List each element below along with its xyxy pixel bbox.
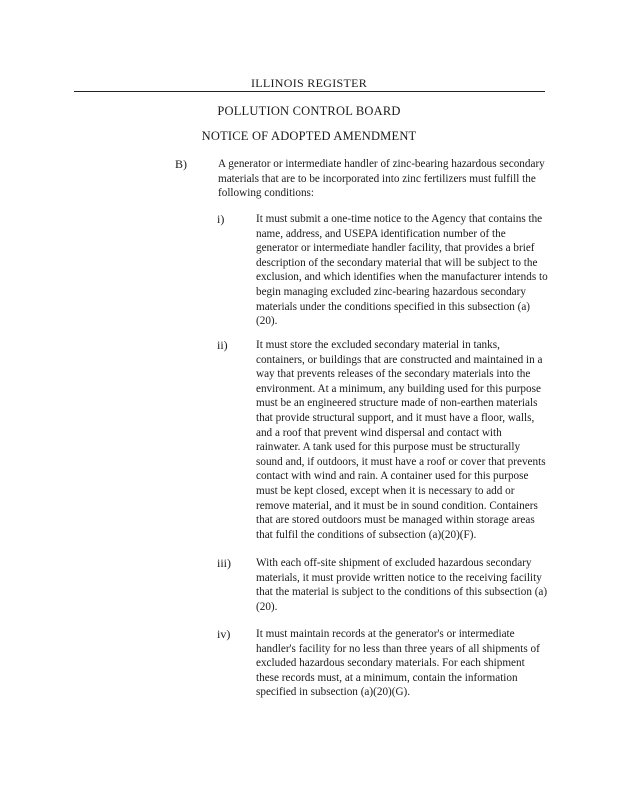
paragraph-label-iv: iv) bbox=[217, 627, 231, 641]
paragraph-label-i: i) bbox=[217, 212, 225, 226]
paragraph-text-iv: It must maintain records at the generator's or intermediate handler's facility for no less than three years of all shipments of excluded hazardous secondary materials. For each shipment these records must, at a minimum, contain the information specified in subsection (a)(20)(G). bbox=[256, 628, 540, 699]
register-header: ILLINOIS REGISTER bbox=[250, 76, 368, 90]
paragraph-text-i: It must submit a one-time notice to the Agency that contains the name, address, and USEPA identification number of the generator or intermediate handler facility, that provides a brief description of the secondary material that will be subject to the exclusion, and which identifies when the manufacturer intends to begin managing excluded zinc-bearing hazardous secondary materials under the conditions specified in this subsection (a)(20). bbox=[256, 213, 548, 328]
paragraph-text-ii: It must store the excluded secondary material in tanks, containers, or buildings that are constructed and maintained in a way that prevents releases of the secondary materials into the environment. At a minimum, any building used for this purpose must be an engineered structure made of non-earthen materials that provide structural support, and it must have a floor, walls, and a roof that prevent wind dispersal and contact with rainwater. A tank used for this purpose must be structurally sound and, if outdoors, it must have a roof or cover that prevents contact with wind and rain. A container used for this purpose must be kept closed, except when it is necessary to add or remove material, and it must be in sound condition. Containers that are stored outdoors must be managed within storage areas that fulfil the conditions of subsection (a)(20)(F). bbox=[256, 339, 546, 541]
paragraph-label-ii: ii) bbox=[217, 338, 228, 352]
paragraph-text-b: A generator or intermediate handler of zinc-bearing hazardous secondary materials that are to be incorporated into zinc fertilizers must fulfill the following conditions: bbox=[218, 158, 545, 200]
paragraph-text-iii: With each off-site shipment of excluded hazardous secondary materials, it must provide written notice to the receiving facility that the material is subject to the conditions of this subsection (a)(20). bbox=[256, 557, 548, 613]
board-title: POLLUTION CONTROL BOARD bbox=[217, 104, 401, 118]
notice-title: NOTICE OF ADOPTED AMENDMENT bbox=[201, 129, 417, 143]
paragraph-label-iii: iii) bbox=[217, 556, 231, 570]
header-rule bbox=[74, 91, 545, 92]
paragraph-label-b: B) bbox=[175, 157, 187, 171]
